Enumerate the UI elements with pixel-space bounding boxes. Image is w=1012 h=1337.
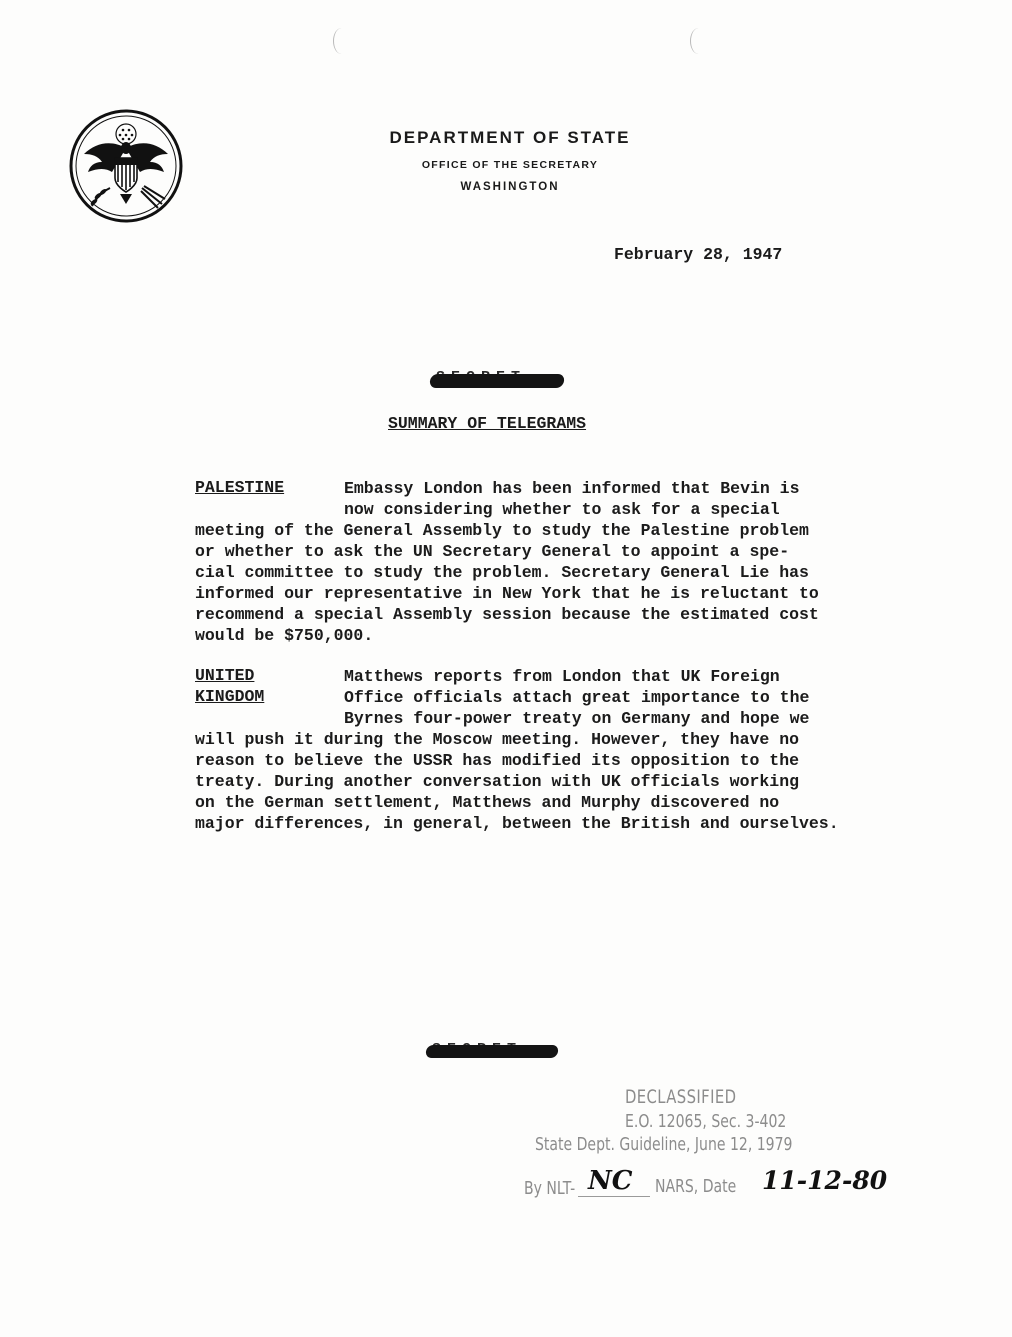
body-line: Matthews reports from London that UK Foreign — [344, 667, 780, 686]
body-line: will push it during the Moscow meeting. However, they have no — [195, 730, 799, 749]
redaction-bar-bottom — [425, 1045, 559, 1058]
stamp-by: By NLT- — [524, 1178, 576, 1199]
great-seal-icon — [68, 108, 184, 224]
punch-hole-right — [690, 28, 707, 54]
body-line: meeting of the General Assembly to study the Palestine problem — [195, 521, 809, 540]
body-line: Byrnes four-power treaty on Germany and hope we — [344, 709, 810, 728]
letterhead-department: DEPARTMENT OF STATE — [389, 128, 631, 147]
section-label-palestine: PALESTINE — [195, 478, 285, 497]
punch-hole-left — [333, 28, 350, 54]
body-line: informed our representative in New York that he is reluctant to — [195, 584, 819, 603]
section-label-kingdom: KINGDOM — [195, 687, 265, 706]
stamp-title: DECLASSIFIED — [625, 1086, 737, 1108]
document-date: February 28, 1947 — [614, 245, 783, 264]
letterhead-city: WASHINGTON — [460, 181, 560, 193]
stamp-handwritten-initials: NC — [588, 1166, 633, 1196]
body-line: now considering whether to ask for a special — [344, 500, 780, 519]
body-line: on the German settlement, Matthews and Murphy discovered no — [195, 793, 780, 812]
summary-heading: SUMMARY OF TELEGRAMS — [388, 414, 587, 433]
stamp-nars-date: NARS, Date — [655, 1176, 737, 1197]
letterhead-office: OFFICE OF THE SECRETARY — [421, 159, 599, 171]
body-line: would be $750,000. — [195, 626, 374, 645]
stamp-executive-order: E.O. 12065, Sec. 3-402 — [625, 1111, 787, 1132]
body-line: or whether to ask the UN Secretary General to appoint a spe- — [195, 542, 790, 561]
body-line: cial committee to study the problem. Secretary General Lie has — [195, 563, 809, 582]
stamp-handwritten-date: 11-12-80 — [762, 1166, 888, 1195]
body-line: treaty. During another conversation with UK officials working — [195, 772, 799, 791]
stamp-guideline: State Dept. Guideline, June 12, 1979 — [535, 1134, 793, 1155]
body-line: Embassy London has been informed that Bevin is — [344, 479, 800, 498]
body-line: reason to believe the USSR has modified its opposition to the — [195, 751, 799, 770]
body-line: recommend a special Assembly session because the estimated cost — [195, 605, 819, 624]
stamp-signature-line — [578, 1196, 650, 1197]
body-line: Office officials attach great importance to the — [344, 688, 810, 707]
redaction-bar-top — [429, 374, 565, 388]
body-line: major differences, in general, between the British and ourselves. — [195, 814, 839, 833]
section-label-united: UNITED — [195, 666, 255, 685]
